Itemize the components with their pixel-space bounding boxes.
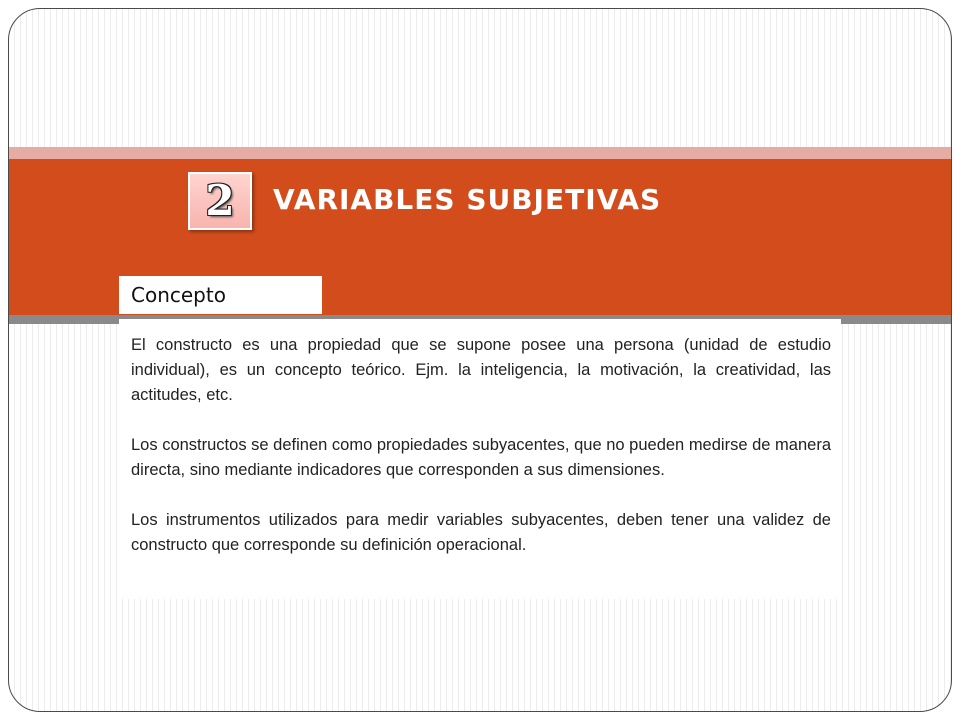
content-box bbox=[119, 319, 841, 599]
slide-number: 2 bbox=[205, 176, 235, 225]
header-band-top-stripe bbox=[9, 147, 951, 159]
slide-title: VARIABLES SUBJETIVAS bbox=[273, 183, 662, 216]
paragraph: Los constructos se definen como propiedades subyacentes, que no pueden medirse de manera directa, sino mediante indicadores que corresponden a sus dimensiones. bbox=[131, 436, 831, 479]
paragraph: El constructo es una propiedad que se supone posee una persona (unidad de estudio individual), es un concepto teórico. Ejm. la inteligencia, la motivación, la creatividad, las actitudes, etc. bbox=[131, 336, 831, 404]
paragraph: Los instrumentos utilizados para medir variables subyacentes, deben tener una validez de constructo que corresponde su definición operacional. bbox=[131, 511, 831, 554]
section-label: Concepto bbox=[119, 276, 322, 314]
slide-number-badge bbox=[188, 172, 252, 230]
